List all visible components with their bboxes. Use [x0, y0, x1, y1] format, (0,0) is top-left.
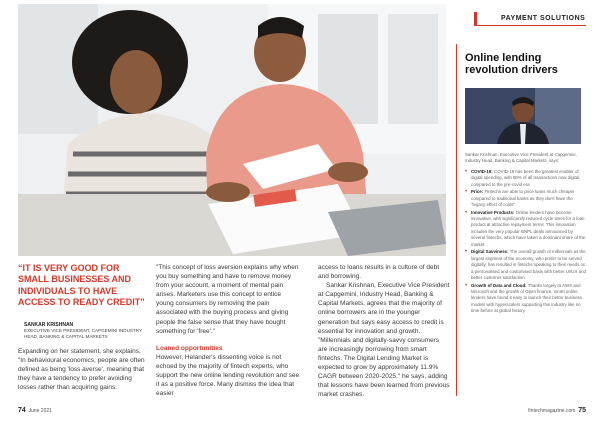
- hero-photo: [18, 4, 446, 256]
- footer-right: [528, 407, 586, 414]
- paragraph: "This concept of loss aversion explains why when you buy something and have to remove money from your account, a moment of mental pain arises. Marketers use this concept to entice young consumers by removing the pain associated with the buying process and giving people the false sense that they have bought something for 'free'.": [156, 264, 299, 335]
- section-label: PAYMENT SOLUTIONS: [474, 12, 586, 26]
- sidebar-title: Online lending revolution drivers: [465, 52, 558, 76]
- list-item: • Price: Fintechs are able to price loans much cheaper compared to traditional banks as they don't have the "legacy effect of costs": [465, 189, 586, 208]
- article-column-3: [318, 263, 450, 399]
- attribution-name: SANKAR KRISHNAN: [24, 322, 74, 328]
- subheading: Loaned opportunities: [156, 344, 223, 352]
- sidebar-list: [465, 169, 586, 315]
- paragraph: Sankar Krishnan, Executive Vice President at Capgemini, Industry Head, Banking & Capital Markets, agrees that the majority of online borrowers are in the younger generation but says easy access to credit is essential for innovation and growth. "Millennials and digitally-savvy consumers are increasingly borrowing from smart fintechs. The Digital Lending Market is expected to grow by approximately 11.9% CAGR between 2020-2025," he says, adding that lessons have been learned from previous market crashes.: [318, 282, 450, 399]
- article-column-2: [156, 263, 300, 398]
- quote-attribution: [24, 322, 148, 340]
- article-column-1: Expanding on her statement, she explains, "In behavioural economics, people are often defined as being 'loss averse', meaning that they have a tendency to prefer avoiding losses rather than acquiring gains.: [18, 348, 145, 392]
- paragraph: However, Helander's dissenting voice is not echoed by the majority of fintech experts, who support the new online lending revolution and see it as a positive force. Many dismiss the idea that easier: [156, 353, 300, 398]
- sidebar-box: [456, 44, 586, 396]
- page-number: 75: [578, 407, 586, 414]
- attribution-role: EXECUTIVE VICE PRESIDENT, CAPGEMINI INDUSTRY HEAD, BANKING & CAPITAL MARKETS: [24, 328, 143, 339]
- paragraph: access to loans results in a culture of debt and borrowing.: [318, 264, 440, 281]
- list-item: • Innovative Products: Online lenders have become innovative, with significantly reduced cycle times for a loan product at attractive repayment terms. This innovation includes the very popular BNPL deals announced by several fintechs, which have taken a dominant share of the market: [465, 210, 586, 249]
- list-item: • Growth of Data and Cloud: Thanks largely to AWS and Microsoft and the growth of Open finance, smart online lenders have found it easy to launch their better business models with hyperscalers supporting this industry like no time before at global history: [465, 283, 586, 315]
- sidebar-intro: Sankar Krishnan, Executive Vice President at Capgemini, Industry Head, Banking & Capital Markets, says:: [465, 152, 577, 164]
- pull-quote: “IT IS VERY GOOD FOR SMALL BUSINESSES AND INDIVIDUALS TO HAVE ACCESS TO READY CREDIT”: [18, 263, 145, 308]
- sidebar-portrait: [465, 88, 581, 144]
- issue-date: June 2021: [28, 408, 52, 414]
- footer-left: [18, 407, 52, 414]
- list-item: • COVID-19: COVID-19 has been the greatest enabler of digital spending, with 80% of all transactions now digital, compared to the pre-covid era: [465, 169, 586, 188]
- site-url: fintechmagazine.com: [528, 408, 576, 414]
- page-number: 74: [18, 407, 26, 414]
- list-item: • Digital Savviness: The overall growth of millennials as the largest segment of the economy, who prefer to be served digitally, has resulted in fintechs speaking to their needs on a personalised and customised basis with better UI/UX and better customer satisfaction: [465, 249, 586, 281]
